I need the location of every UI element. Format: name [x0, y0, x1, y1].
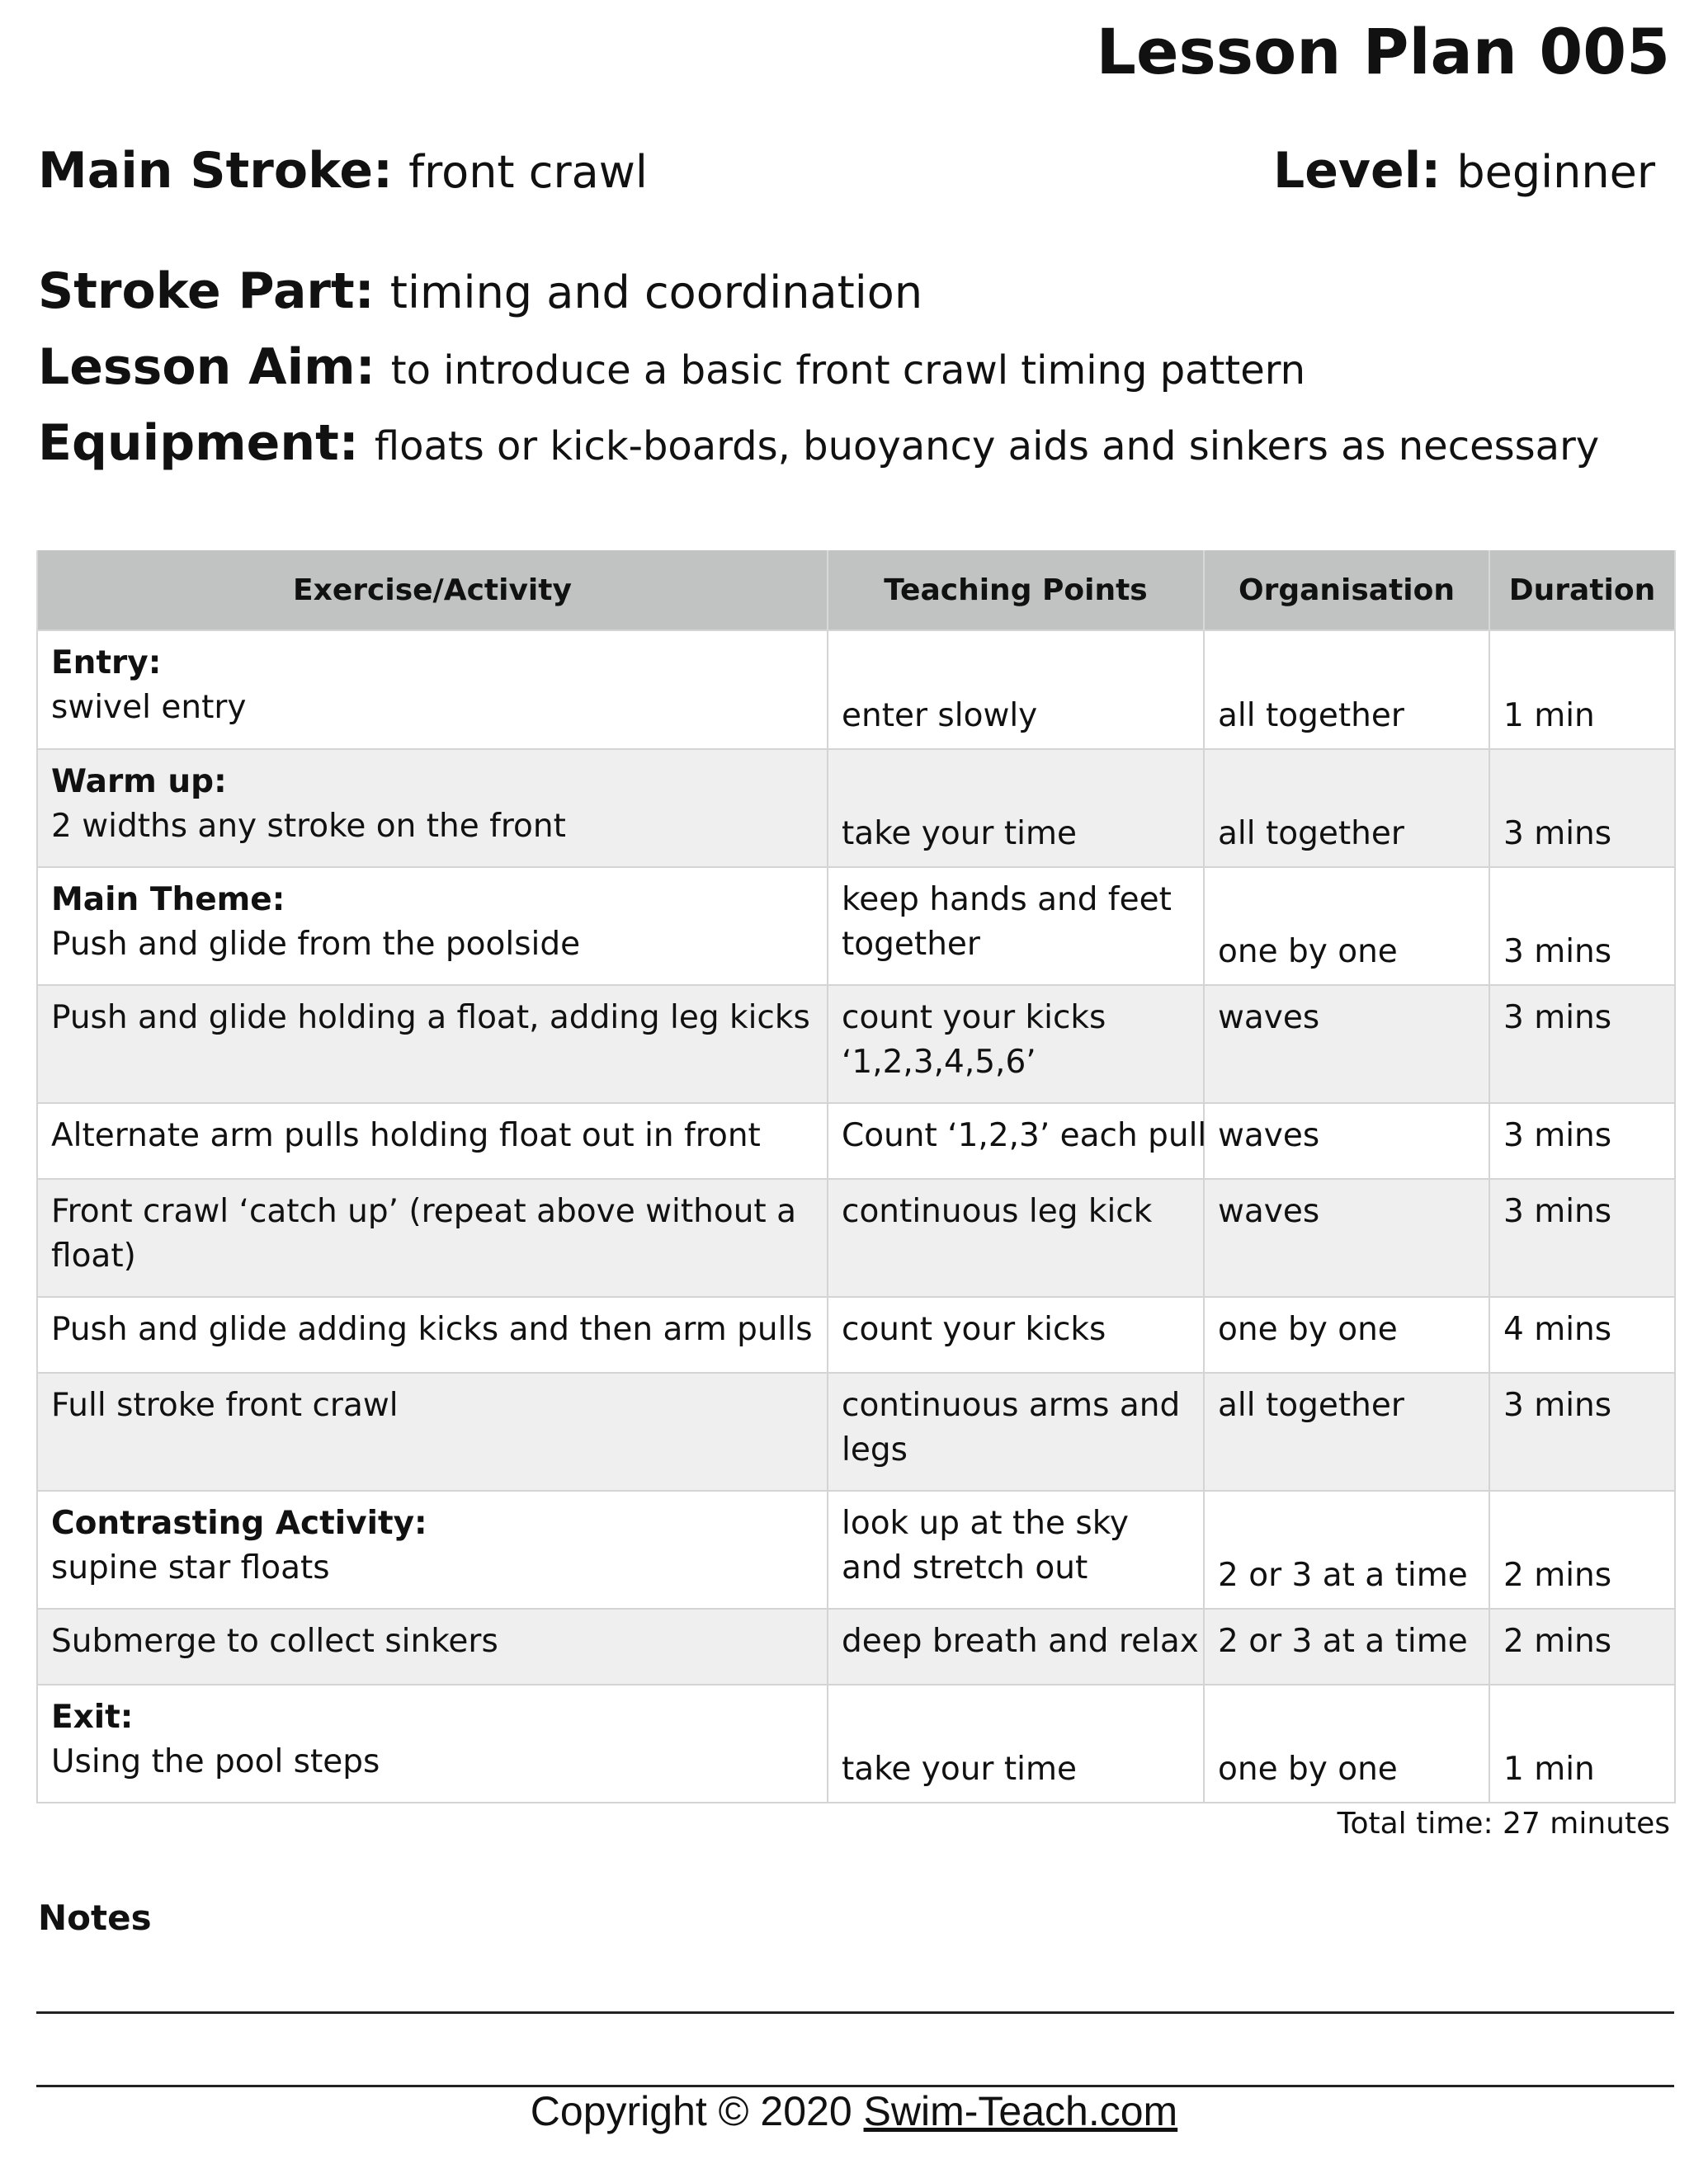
stroke-part-field: [38, 262, 922, 320]
section-label: Contrasting Activity:: [51, 1505, 427, 1542]
section-label: Exit:: [51, 1699, 134, 1736]
points-cell: Count ‘1,2,3’ each pull: [828, 1103, 1204, 1179]
activity-cell: Alternate arm pulls holding float out in front: [37, 1103, 828, 1179]
organisation-cell: all together: [1204, 630, 1489, 749]
points-cell: take your time: [828, 1685, 1204, 1803]
table-row: [37, 630, 1675, 749]
table-row: [37, 1179, 1675, 1297]
header-exercise: Exercise/Activity: [37, 550, 828, 630]
points-cell: enter slowly: [828, 630, 1204, 749]
duration-cell: 3 mins: [1489, 985, 1675, 1103]
lesson-aim-value: to introduce a basic front crawl timing pattern: [390, 347, 1306, 394]
section-label: Entry:: [51, 644, 162, 681]
duration-cell: 2 mins: [1489, 1609, 1675, 1685]
lesson-aim-field: [38, 338, 1305, 396]
activity-cell: Submerge to collect sinkers: [37, 1609, 828, 1685]
total-time: Total time: 27 minutes: [1337, 1807, 1670, 1841]
activity-text: swivel entry: [51, 689, 247, 726]
equipment-value: floats or kick-boards, buoyancy aids and sinkers as necessary: [374, 423, 1600, 469]
organisation-cell: waves: [1204, 1179, 1489, 1297]
lesson-aim-label: Lesson Aim:: [38, 338, 375, 396]
swim-teach-link[interactable]: Swim-Teach.com: [863, 2088, 1178, 2134]
page-title: Lesson Plan 005: [1096, 15, 1670, 88]
activity-cell: Full stroke front crawl: [37, 1373, 828, 1491]
level-field: [1273, 142, 1655, 200]
activity-cell: [37, 1491, 828, 1609]
stroke-part-label: Stroke Part:: [38, 262, 375, 320]
main-stroke-value: front crawl: [408, 146, 648, 198]
points-cell: keep hands and feet together: [828, 867, 1204, 985]
notes-heading: Notes: [38, 1898, 152, 1938]
organisation-cell: one by one: [1204, 867, 1489, 985]
duration-cell: 1 min: [1489, 630, 1675, 749]
table-header-row: [37, 550, 1675, 630]
table-row: [37, 985, 1675, 1103]
main-stroke-label: Main Stroke:: [38, 142, 394, 200]
header-organisation: Organisation: [1204, 550, 1489, 630]
section-label: Warm up:: [51, 763, 227, 800]
duration-cell: 3 mins: [1489, 867, 1675, 985]
duration-cell: 2 mins: [1489, 1491, 1675, 1609]
section-label: Main Theme:: [51, 881, 285, 918]
organisation-cell: all together: [1204, 1373, 1489, 1491]
organisation-cell: 2 or 3 at a time: [1204, 1491, 1489, 1609]
table-row: [37, 1491, 1675, 1609]
points-cell: count your kicks: [828, 1297, 1204, 1373]
duration-cell: 3 mins: [1489, 1103, 1675, 1179]
organisation-cell: 2 or 3 at a time: [1204, 1609, 1489, 1685]
table-row: [37, 1103, 1675, 1179]
activity-cell: [37, 1685, 828, 1803]
table-row: [37, 749, 1675, 867]
equipment-field: [38, 414, 1599, 472]
activity-text: Push and glide from the poolside: [51, 926, 581, 963]
organisation-cell: all together: [1204, 749, 1489, 867]
organisation-cell: one by one: [1204, 1685, 1489, 1803]
copyright-footer: [0, 2087, 1708, 2135]
points-cell: count your kicks ‘1,2,3,4,5,6’: [828, 985, 1204, 1103]
points-cell: take your time: [828, 749, 1204, 867]
duration-cell: 3 mins: [1489, 1373, 1675, 1491]
activity-cell: Push and glide adding kicks and then arm pulls: [37, 1297, 828, 1373]
activity-cell: Push and glide holding a float, adding leg kicks: [37, 985, 828, 1103]
equipment-label: Equipment:: [38, 414, 359, 472]
duration-cell: 1 min: [1489, 1685, 1675, 1803]
lesson-table: [36, 550, 1676, 1803]
organisation-cell: waves: [1204, 985, 1489, 1103]
activity-cell: [37, 867, 828, 985]
activity-text: 2 widths any stroke on the front: [51, 808, 566, 845]
level-value: beginner: [1456, 146, 1656, 198]
activity-text: Using the pool steps: [51, 1743, 380, 1780]
activity-cell: [37, 749, 828, 867]
main-stroke-field: [38, 142, 648, 200]
organisation-cell: waves: [1204, 1103, 1489, 1179]
table-row: [37, 1609, 1675, 1685]
duration-cell: 3 mins: [1489, 1179, 1675, 1297]
activity-text: supine star floats: [51, 1549, 330, 1586]
header-teaching-points: Teaching Points: [828, 550, 1204, 630]
level-label: Level:: [1273, 142, 1441, 200]
duration-cell: 3 mins: [1489, 749, 1675, 867]
stroke-part-value: timing and coordination: [389, 266, 923, 318]
table-row: [37, 1685, 1675, 1803]
copyright-text: Copyright © 2020: [530, 2088, 864, 2134]
duration-cell: 4 mins: [1489, 1297, 1675, 1373]
organisation-cell: one by one: [1204, 1297, 1489, 1373]
table-row: [37, 867, 1675, 985]
table-row: [37, 1373, 1675, 1491]
notes-line: [36, 2011, 1674, 2014]
activity-cell: Front crawl ‘catch up’ (repeat above without a float): [37, 1179, 828, 1297]
table-row: [37, 1297, 1675, 1373]
points-cell: continuous leg kick: [828, 1179, 1204, 1297]
activity-cell: [37, 630, 828, 749]
points-cell: look up at the sky and stretch out: [828, 1491, 1204, 1609]
header-duration: Duration: [1489, 550, 1675, 630]
points-cell: continuous arms and legs: [828, 1373, 1204, 1491]
points-cell: deep breath and relax: [828, 1609, 1204, 1685]
